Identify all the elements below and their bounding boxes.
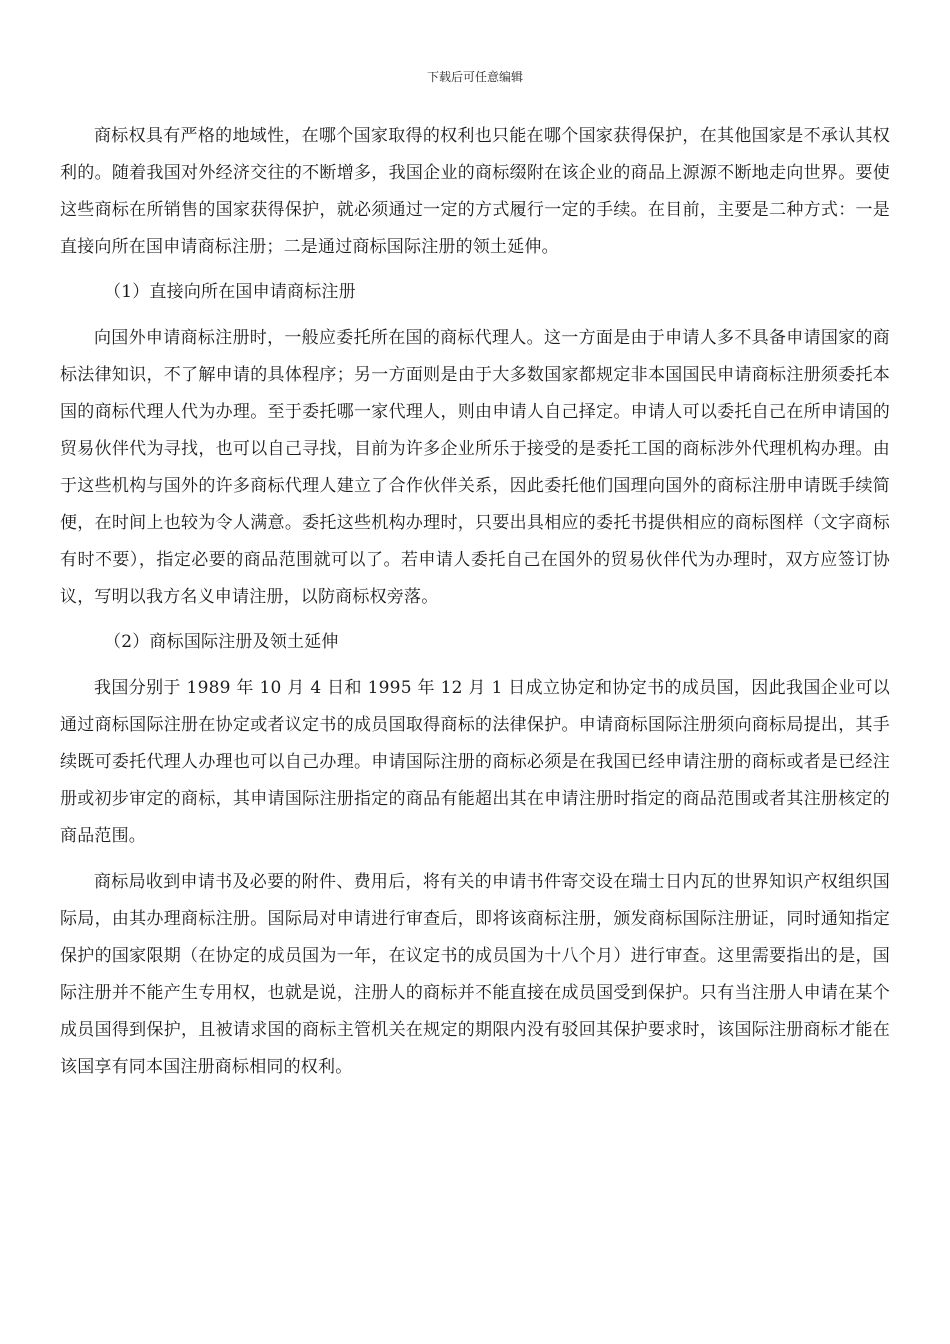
page-header: 下载后可任意编辑	[426, 70, 523, 84]
section-heading-2: （2）商标国际注册及领土延伸	[104, 632, 339, 652]
intro-paragraph: 商标权具有严格的地域性，在哪个国家取得的权利也只能在哪个国家获得保护，在其他国家是不承认其权利的。随着我国对外经济交往的不断增多，我国企业的商标缀附在该企业的商品上源源不断地走向世界。要使这些商标在所销售的国家获得保护，就必须通过一定的方式履行一定的手续。在目前，主要是二种方式：一是直接向所在国申请商标注册；二是通过商标国际注册的领土延伸。	[60, 126, 890, 257]
section-2-paragraph-continued: 商标局收到申请书及必要的附件、费用后，将有关的申请书件寄交设在瑞士日内瓦的世界知识产权组织国际局，由其办理商标注册。国际局对申请进行审查后，即将该商标注册，颁发商标国际注册证，同时通知指定保护的国家限期（在协定的成员国为一年，在议定书的成员国为十八个月）进行审查。这里需要指出的是，国际注册并不能产生专用权，也就是说，注册人的商标并不能直接在成员国受到保护。只有当注册人申请在某个成员国得到保护，且被请求国的商标主管机关在规定的期限内没有驳回其保护要求时，该国际注册商标才能在该国享有同本国注册商标相同的权利。	[60, 872, 890, 1077]
section-1-paragraph: 向国外申请商标注册时，一般应委托所在国的商标代理人。这一方面是由于申请人多不具备申请国家的商标法律知识，不了解申请的具体程序；另一方面则是由于大多数国家都规定非本国国民申请商标注册须委托本国的商标代理人代为办理。至于委托哪一家代理人，则由申请人自己择定。申请人可以委托自己在所申请国的贸易伙伴代为寻找，也可以自己寻找，目前为许多企业所乐于接受的是委托工国的商标涉外代理机构办理。由于这些机构与国外的许多商标代理人建立了合作伙伴关系，因此委托他们国理向国外的商标注册申请既手续简便，在时间上也较为令人满意。委托这些机构办理时，只要出具相应的委托书提供相应的商标图样（文字商标有时不要），指定必要的商品范围就可以了。若申请人委托自己在国外的贸易伙伴代为办理时，双方应签订协议，写明以我方名义申请注册，以防商标权旁落。	[60, 328, 890, 607]
section-heading-1: （1）直接向所在国申请商标注册	[104, 282, 356, 302]
section-2-paragraph: 我国分别于 1989 年 10 月 4 日和 1995 年 12 月 1 日成立协定和协定书的成员国，因此我国企业可以通过商标国际注册在协定或者议定书的成员国取得商标的法律保护。申请商标国际注册须向商标局提出，其手续既可委托代理人办理也可以自己办理。申请国际注册的商标必须是在我国已经申请注册的商标或者是已经注册或初步审定的商标，其申请国际注册指定的商品有能超出其在申请注册时指定的商品范围或者其注册核定的商品范围。	[60, 678, 890, 846]
document-body	[60, 118, 890, 1086]
